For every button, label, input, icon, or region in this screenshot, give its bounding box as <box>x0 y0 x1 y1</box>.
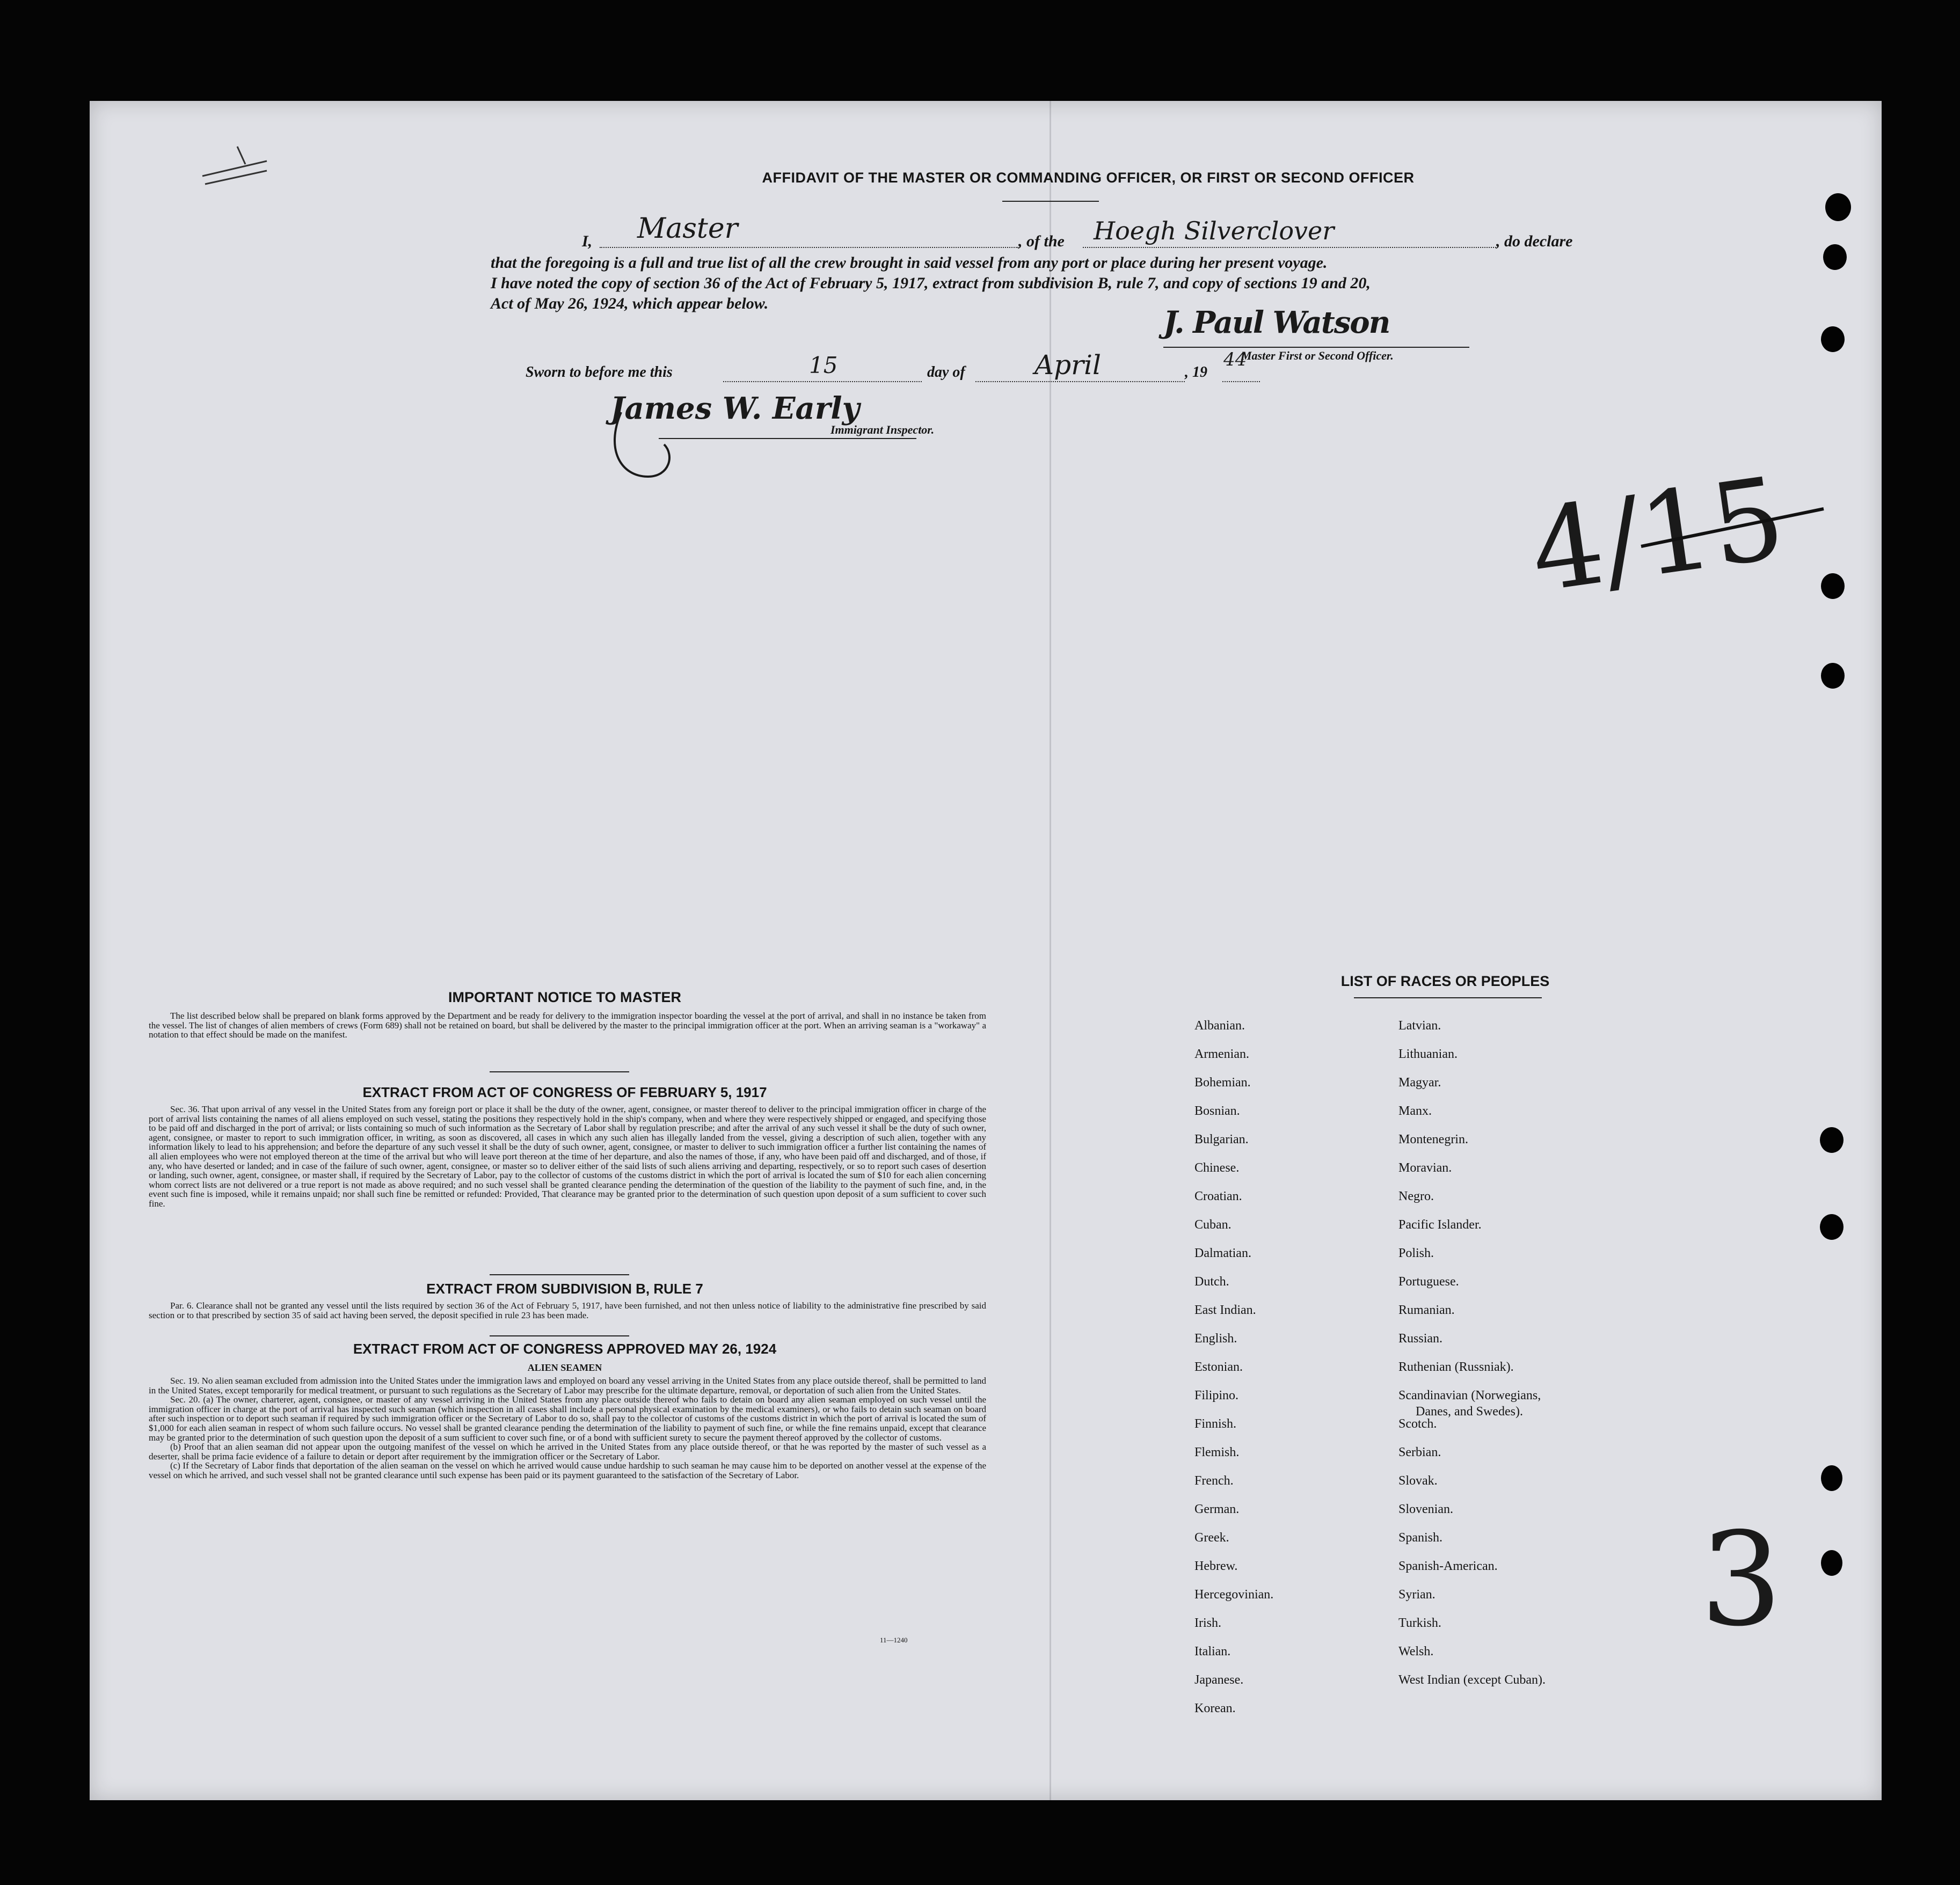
race-item: Ruthenian (Russniak). <box>1398 1360 1514 1374</box>
sworn-label: Sworn to before me this <box>526 364 673 381</box>
race-item: Montenegrin. <box>1398 1133 1468 1146</box>
sec19-paragraph: Sec. 19. No alien seaman excluded from admission into the United States under the immigration laws and employed on board any vessel arriving in the United States from any place outside thereof, shall be permitted to land in the United States, except temporarily for medical treatment, or pursuant to such regulations as the Secretary of Labor may prescribe for the ultimate departure, removal, or deportation of such alien from the United States. <box>149 1376 986 1396</box>
race-item: Bohemian. <box>1194 1076 1251 1090</box>
punch-hole <box>1821 1465 1842 1491</box>
race-item: German. <box>1194 1502 1240 1516</box>
race-item: Magyar. <box>1398 1076 1441 1090</box>
notice-text <box>149 1011 986 1040</box>
year-handwriting: 44 <box>1223 349 1247 370</box>
notice-paragraph: The list described below shall be prepared on blank forms approved by the Department and be ready for delivery to the immigration inspector boarding the vessel at the port of arrival, and shall in no instance be taken from the vessel. The list of changes of alien members of crews (Form 689) shall not be retained on board, but shall be delivered by the master to the principal immigration officer at the port. When an arriving seaman is a "workaway" a notation to that effect should be made on the manifest. <box>149 1011 986 1040</box>
officer-handwriting: Master <box>637 213 738 245</box>
punch-hole <box>1821 573 1845 599</box>
race-item: Pacific Islander. <box>1398 1218 1482 1232</box>
month-handwriting: April <box>1034 349 1101 381</box>
race-item: Danes, and Swedes). <box>1416 1405 1523 1419</box>
race-item: Hebrew. <box>1194 1559 1238 1573</box>
race-item: Korean. <box>1194 1701 1236 1715</box>
race-item: Cuban. <box>1194 1218 1232 1232</box>
race-item: English. <box>1194 1332 1237 1346</box>
race-item: Italian. <box>1194 1645 1231 1658</box>
sec36-paragraph: Sec. 36. That upon arrival of any vessel in the United States from any foreign port or place it shall be the duty of the owner, agent, consignee, or master thereof to deliver to the principal immigration officer in charge of the port of arrival lists containing the names of all aliens employed on such vessel, stating the positions they respectively hold in the ship's company, when and where they were respectively shipped or engaged, and specifying those to be paid off and discharged in the port of arrival; or lists containing so much of such information as the Secretary of Labor shall by regulation prescribe; and after the arrival of any such vessel it shall be the duty of such owner, agent, consignee, or master to report to such immigration officer, in writing, as soon as discovered, all cases in which any such alien has illegally landed from the vessel, giving a description of such alien, together with any information likely to lead to his apprehension; and before the departure of any such vessel it shall be the duty of such owner, agent, consignee, or master to deliver to such immigration officer a further list containing the names of all alien employees who were not employed thereon at the time of the arrival but who will leave port thereon at the time of her departure, and also the names of those, if any, who have been paid off and discharged, and of those, if any, who have deserted or landed; and in case of the failure of such owner, agent, consignee, or master so to deliver either of the said lists of such aliens arriving and departing, respectively, or so to report such cases of desertion or landing, such owner, agent, consignee, or master shall, if required by the Secretary of Labor, pay to the collector of customs of the customs district in which the port of arrival is located the sum of $10 for each alien concerning whom correct lists are not delivered or a true report is not made as above required; and no such vessel shall be granted clearance pending the determination of the question of the liability to the payment of such fine, and, in the event such fine is imposed, while it remains unpaid; nor shall such fine be remitted or refunded: Provided, That clearance may be granted prior to the determination of such question upon deposit of a sum sufficient to cover such fine. <box>149 1104 986 1209</box>
race-item: Japanese. <box>1194 1673 1244 1687</box>
race-item: Albanian. <box>1194 1019 1245 1033</box>
race-item: Moravian. <box>1398 1161 1452 1175</box>
notice-title: IMPORTANT NOTICE TO MASTER <box>448 989 681 1005</box>
extract-1924-text <box>149 1376 986 1480</box>
race-item: Spanish-American. <box>1398 1559 1498 1573</box>
race-item: Serbian. <box>1398 1445 1441 1459</box>
races-title-rule <box>1354 997 1542 998</box>
inspector-signature: James W. Early <box>610 391 860 426</box>
affidavit-body-line-2: I have noted the copy of section 36 of the Act of February 5, 1917, extract from subdivision B, rule 7, and copy of sections 19 and 20, <box>491 274 1371 292</box>
race-item: Russian. <box>1398 1332 1443 1346</box>
race-item: Scandinavian (Norwegians, <box>1398 1389 1541 1402</box>
day-of-label: day of <box>927 364 965 381</box>
race-item: Filipino. <box>1194 1389 1239 1402</box>
race-item: Bosnian. <box>1194 1104 1240 1118</box>
race-item: Latvian. <box>1398 1019 1441 1033</box>
section-rule <box>490 1274 629 1275</box>
race-item: Bulgarian. <box>1194 1133 1249 1146</box>
date-annotation: 4/15 <box>1523 452 1793 618</box>
punch-hole <box>1820 1127 1844 1153</box>
race-item: Chinese. <box>1194 1161 1240 1175</box>
race-item: Dalmatian. <box>1194 1246 1251 1260</box>
race-item: Portuguese. <box>1398 1275 1459 1289</box>
alien-seamen-subtitle: ALIEN SEAMEN <box>527 1362 602 1373</box>
race-item: West Indian (except Cuban). <box>1398 1673 1546 1687</box>
punch-hole <box>1820 1214 1844 1240</box>
sec20c-paragraph: (c) If the Secretary of Labor finds that deportation of the alien seaman on the vessel on which he arrived would cause undue hardship to such seaman he may cause him to be deported on another vessel at the expense of the vessel on which he arrived, and such vessel shall not be granted clearance until such expense has been paid or its payment guaranteed to the satisfaction of the Secretary of Labor. <box>149 1460 986 1480</box>
day-handwriting: 15 <box>809 352 838 378</box>
race-item: Welsh. <box>1398 1645 1434 1658</box>
race-item: Lithuanian. <box>1398 1047 1458 1061</box>
punch-hole <box>1821 663 1845 689</box>
master-signature: J. Paul Watson <box>1163 305 1390 340</box>
race-item: Dutch. <box>1194 1275 1229 1289</box>
race-item: Finnish. <box>1194 1417 1237 1431</box>
race-item: Hercegovinian. <box>1194 1588 1274 1602</box>
rule7-paragraph: Par. 6. Clearance shall not be granted any vessel until the lists required by section 36 of the Act of February 5, 1917, have been furnished, and not then unless notice of liability to the administrative fine prescribed by said section or to that prescribed by section 35 of said act having been served, the deposit specified in rule 23 has been made. <box>149 1300 986 1320</box>
sec20a-paragraph: Sec. 20. (a) The owner, charterer, agent, consignee, or master of any vessel arriving in the United States from any place outside thereof who fails to detain on board any alien seaman employed on such vessel until the immigration officer in charge at the port of arrival has inspected such seaman (which inspection in all cases shall include a personal physical examination by the medical examiners), or who fails to detain such seaman on board after such inspection or to deport such seaman if required by such immigration officer or the Secretary of Labor to do so, shall pay to the collector of customs of the customs district in which the port of arrival is located the sum of $1,000 for each alien seaman in respect of whom such failure occurs. No vessel shall be granted clearance pending the determination of the liability to payment of such fine, or while the fine remains unpaid, except that clearance may be granted prior to the determination of such question upon the deposit of a sum sufficient to cover such fine, or of a bond with sufficient surety to secure the payment thereof approved by the collector of customs. <box>149 1394 986 1443</box>
sec20b-paragraph: (b) Proof that an alien seaman did not appear upon the outgoing manifest of the vessel on which he arrived in the United States from any place outside thereof, or that he was reported by the master of such vessel as a deserter, shall be prima facie evidence of a failure to detain or deport after requirement by the immigration officer or the Secretary of Labor. <box>149 1442 986 1462</box>
vessel-handwriting: Hoegh Silverclover <box>1094 216 1335 245</box>
master-label: Master First or Second Officer. <box>1241 349 1394 362</box>
page-number-annotation: 3 <box>1700 1504 1782 1655</box>
race-item: Greek. <box>1194 1531 1229 1545</box>
do-declare-label: , do declare <box>1496 232 1573 250</box>
race-item: Estonian. <box>1194 1360 1243 1374</box>
affidavit-body-line-1: that the foregoing is a full and true list of all the crew brought in said vessel from any port or place during her present voyage. <box>491 254 1328 272</box>
race-item: Manx. <box>1398 1104 1432 1118</box>
of-the-label: , of the <box>1018 232 1065 250</box>
extract-rule7-title: EXTRACT FROM SUBDIVISION B, RULE 7 <box>426 1281 703 1297</box>
race-item: Flemish. <box>1194 1445 1240 1459</box>
punch-hole <box>1821 1550 1842 1576</box>
race-item: Negro. <box>1398 1189 1434 1203</box>
race-item: Irish. <box>1194 1616 1221 1630</box>
races-title: LIST OF RACES OR PEOPLES <box>1340 973 1550 989</box>
race-item: Turkish. <box>1398 1616 1441 1630</box>
year-prefix-label: , 19 <box>1185 364 1207 381</box>
affidavit-body-line-3: Act of May 26, 1924, which appear below. <box>491 295 769 312</box>
race-item: French. <box>1194 1474 1234 1488</box>
extract-rule7-text <box>149 1301 986 1320</box>
race-item: Spanish. <box>1398 1531 1443 1545</box>
affidavit-i-label: I, <box>582 232 593 250</box>
section-rule <box>490 1071 629 1072</box>
annotation-strokes <box>90 101 1882 1800</box>
race-item: Polish. <box>1398 1246 1434 1260</box>
punch-hole <box>1823 244 1847 270</box>
inspector-label: Immigrant Inspector. <box>830 423 935 436</box>
race-item: Croatian. <box>1194 1189 1242 1203</box>
race-item: Rumanian. <box>1398 1303 1455 1317</box>
extract-1917-text <box>149 1105 986 1209</box>
affidavit-title: AFFIDAVIT OF THE MASTER OR COMMANDING OFFICER, OR FIRST OR SECOND OFFICER <box>762 170 1415 186</box>
section-rule <box>490 1335 629 1336</box>
race-item: Syrian. <box>1398 1588 1436 1602</box>
race-item: East Indian. <box>1194 1303 1256 1317</box>
punch-hole <box>1825 193 1851 221</box>
document-sheet <box>90 101 1882 1800</box>
race-item: Scotch. <box>1398 1417 1437 1431</box>
extract-1917-title: EXTRACT FROM ACT OF CONGRESS OF FEBRUARY 5, 1917 <box>362 1084 767 1100</box>
punch-hole <box>1821 326 1845 352</box>
form-number: 11—1240 <box>880 1636 908 1644</box>
extract-1924-title: EXTRACT FROM ACT OF CONGRESS APPROVED MAY 26, 1924 <box>353 1341 777 1357</box>
race-item: Slovenian. <box>1398 1502 1453 1516</box>
race-item: Armenian. <box>1194 1047 1249 1061</box>
race-item: Slovak. <box>1398 1474 1438 1488</box>
